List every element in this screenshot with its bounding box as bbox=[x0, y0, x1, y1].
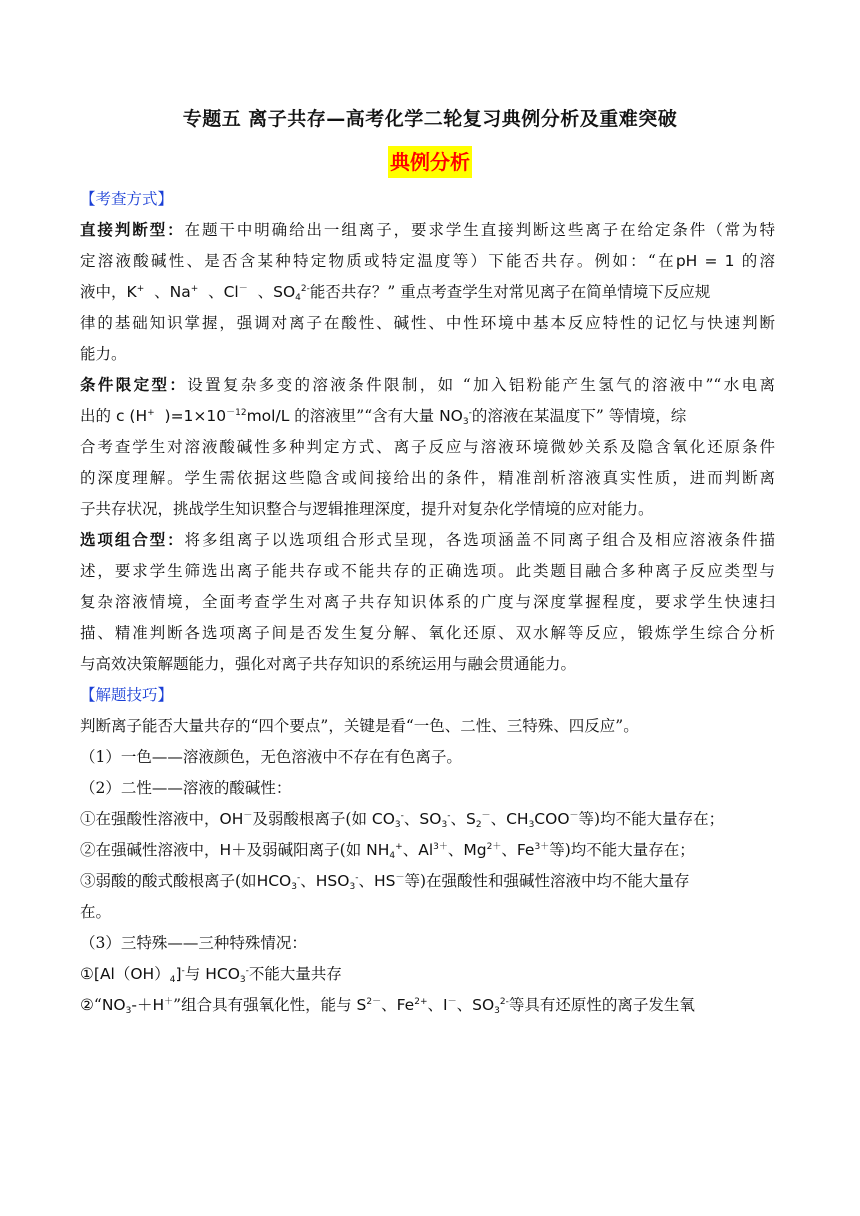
special-case-1: $①[Al(OH)_4]^-$与 $HCO_3^-$不能大量共存 bbox=[80, 965, 342, 985]
tip-strong-acid: ①在强酸性溶液中，OH－及弱酸根离子(如 $CO_3^-$、$SO_3^-$、$S_2^-$、$CH_3COO^-$等)均不能大量存在； bbox=[80, 810, 725, 830]
term-label: 条件限定型： bbox=[80, 376, 188, 394]
term-label: 直接判断型： bbox=[80, 221, 185, 239]
paragraph-condition-limited: 条件限定型：设置复杂多变的溶液条件限制，如 “加入铝粉能产生氢气的溶液中”“水电离 bbox=[80, 376, 775, 394]
tip-acid-salt: ③弱酸的酸式酸根离子(如$HCO_3^-$、$HSO_3^-$、HS－等)在强酸性和强碱性溶液中均不能大量存 bbox=[80, 872, 690, 892]
highlighted-subtitle: 典例分析 bbox=[388, 146, 472, 178]
paragraph-direct-judgment: 直接判断型：在题干中明确给出一组离子，要求学生直接判断这些离子在给定条件（常为特 bbox=[80, 221, 775, 239]
paragraph-option-combination: 选项组合型：将多组离子以选项组合形式呈现，各选项涵盖不同离子组合及相应溶液条件描 bbox=[80, 531, 775, 549]
tip-strong-base: ②在强碱性溶液中，H＋及弱碱阳离子(如 $NH_4^+$、$Al^{3+}$、$Mg^{2+}$、$Fe^{3+}$等)均不能大量存在； bbox=[80, 841, 695, 861]
page-title: 专题五 离子共存—高考化学二轮复习典例分析及重难突破 bbox=[182, 108, 678, 130]
tip-three-special: （3）三特殊——三种特殊情况： bbox=[80, 934, 307, 952]
section-heading-solving-tips: 【解题技巧】 bbox=[80, 686, 174, 704]
tip-two-properties: （2）二性——溶液的酸碱性： bbox=[80, 779, 292, 797]
section-heading-exam-method: 【考查方式】 bbox=[80, 190, 174, 208]
term-label: 选项组合型： bbox=[80, 531, 185, 549]
special-case-2: $②“NO_3-+H^+$”组合具有强氧化性，能与 $S^{2-}$、$Fe^{2+}$、I－、$SO_3^{2-}$等具有还原性的离子发生氧 bbox=[80, 996, 695, 1016]
tip-one-color: （1）一色——溶液颜色，无色溶液中不存在有色离子。 bbox=[80, 748, 462, 766]
document-body: 【考查方式】 直接判断型：在题干中明确给出一组离子，要求学生直接判断这些离子在给定条件（常为特 定溶液酸碱性、是否含某种特定物质或特定温度等）下能否共存。例如：“在pH = 1 的溶 液中，K+ 、Na+ 、Cl－ 、$SO_4^{2-}$能否共存？” 重点考查学生对常见离子在简单情境下反应规 律的基础知识掌握，强调对离子在酸性、碱性、中性环境中基本反应特性的记忆与快速判断 能力。 条件限定型：设置复杂多变的溶液条件限制，如 “加入铝粉能产生氢气的溶液中”“水电离 出的 c (H+ )$=1\times 10^{-12}mol/L$ 的溶液里”“含有大量 $NO_3^-$的溶液在某温度下” 等情境，综 合考查学生对溶液酸碱性多种判定方式、离子反应与溶液环境微妙关系及隐含氧化还原条件 的深度理解。学生需依据这些隐含或间接给出的条件，精准剖析溶液真实性质，进而判断离 子共存状况，挑战学生知识整合与逻辑推理深度，提升对复杂化学情境的应对能力。 选项组合型：将多组离子以选项组合形式呈现，各选项涵盖不同离子组合及相应溶液条件描 述，要求学生筛选出离子能共存或不能共存的正确选项。此类题目融合多种离子反应类型与 复杂溶液情境，全面考查学生对离子共存知识体系的广度与深度掌握程度，要求学生快速扫 描、精准判断各选项离子间是否发生复分解、氧化还原、双水解等反应，锻炼学生综合分析 与高效决策解题能力，强化对离子共存知识的系统运用与融会贯通能力。 【解题技巧】 判断离子能否大量共存的“四个要点”，关键是看“一色、二性、三特殊、四反应”。 （1）一色——溶液颜色，无色溶液中不存在有色离子。 （2）二性——溶液的酸碱性： ①在强酸性溶液中，OH－及弱酸根离子(如 $CO_3^-$、$SO_3^-$、$S_2^-$、$CH_3COO^-$等)均不能大量存在； ②在强碱性溶液中，H＋及弱碱阳离子(如 $NH_4^+$、$Al^{3+}$、$Mg^{2+}$、$Fe^{3+}$等)均不能大量存在； ③弱酸的酸式酸根离子(如$HCO_3^-$、$HSO_3^-$、HS－等)在强酸性和强碱性溶液中均不能大量存 在。 （3）三特殊——三种特殊情况： $①[Al(OH)_4]^-$与 $HCO_3^-$不能大量共存 $②“NO_3-+H^+$”组合具有强氧化性，能与 $S^{2-}$、$Fe^{2+}$、I－、$SO_3^{2-}$等具有还原性的离子发生氧 bbox=[80, 184, 775, 1021]
tips-intro: 判断离子能否大量共存的“四个要点”，关键是看“一色、二性、三特殊、四反应”。 bbox=[80, 717, 639, 735]
